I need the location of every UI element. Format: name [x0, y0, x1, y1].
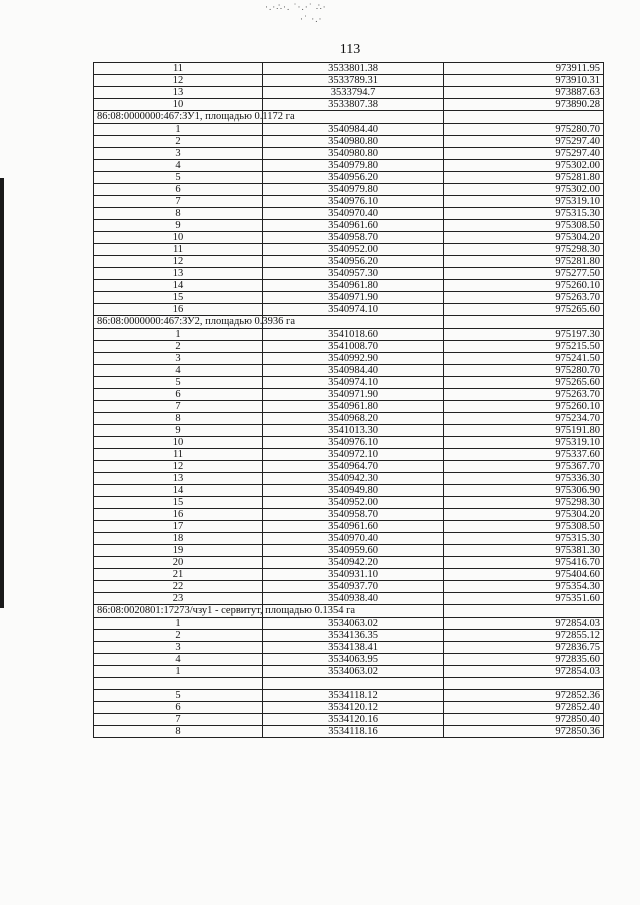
table-row [94, 196, 604, 208]
page-number: 113 [339, 42, 361, 57]
y-coordinate-cell: 975260.10 [444, 401, 604, 413]
point-number-cell: 12 [94, 461, 263, 473]
point-number-cell: 13 [94, 268, 263, 280]
table-row [94, 75, 604, 87]
point-number-cell: 6 [94, 184, 263, 196]
table-row [94, 389, 604, 401]
point-number-cell: 10 [94, 99, 263, 111]
table-row [94, 268, 604, 280]
point-number-cell: 3 [94, 642, 263, 654]
y-coordinate-cell: 975308.50 [444, 220, 604, 232]
point-number-cell: 15 [94, 497, 263, 509]
x-coordinate-cell: 3540958.70 [263, 509, 444, 521]
table-row [94, 593, 604, 605]
point-number-cell: 11 [94, 63, 263, 75]
y-coordinate-cell: 975265.60 [444, 377, 604, 389]
y-coordinate-cell: 975416.70 [444, 557, 604, 569]
table-row [94, 292, 604, 304]
parcel-header-row [94, 316, 604, 329]
y-coordinate-cell: 975315.30 [444, 208, 604, 220]
y-coordinate-cell: 972850.36 [444, 726, 604, 738]
y-coordinate-cell: 975280.70 [444, 365, 604, 377]
x-coordinate-cell: 3541018.60 [263, 329, 444, 341]
y-coordinate-cell: 975263.70 [444, 292, 604, 304]
x-coordinate-cell: 3534136.35 [263, 630, 444, 642]
x-coordinate-cell: 3540980.80 [263, 148, 444, 160]
table-row [94, 87, 604, 99]
scan-noise: ·˙ ·.· [300, 14, 323, 24]
y-coordinate-cell: 972835.60 [444, 654, 604, 666]
x-coordinate-cell: 3541008.70 [263, 341, 444, 353]
empty-cell [444, 678, 604, 690]
y-coordinate-cell: 975315.30 [444, 533, 604, 545]
y-coordinate-cell: 975304.20 [444, 232, 604, 244]
point-number-cell: 16 [94, 304, 263, 316]
y-coordinate-cell: 973910.31 [444, 75, 604, 87]
x-coordinate-cell: 3541013.30 [263, 425, 444, 437]
table-row [94, 280, 604, 292]
x-coordinate-cell: 3540952.00 [263, 244, 444, 256]
x-coordinate-cell: 3534120.16 [263, 714, 444, 726]
x-coordinate-cell: 3540972.10 [263, 449, 444, 461]
point-number-cell: 4 [94, 654, 263, 666]
point-number-cell: 5 [94, 377, 263, 389]
y-coordinate-cell: 975354.30 [444, 581, 604, 593]
point-number-cell: 11 [94, 244, 263, 256]
table-row [94, 449, 604, 461]
parcel-header-cell: 86:08:0020801:17273/чзу1 - сервитут, площадью 0.1354 га [94, 605, 263, 618]
y-coordinate-cell: 975260.10 [444, 280, 604, 292]
point-number-cell: 2 [94, 341, 263, 353]
x-coordinate-cell: 3540979.80 [263, 184, 444, 196]
table-row [94, 618, 604, 630]
table-row [94, 329, 604, 341]
point-number-cell: 3 [94, 353, 263, 365]
x-coordinate-cell: 3534118.12 [263, 690, 444, 702]
y-coordinate-cell: 975297.40 [444, 148, 604, 160]
table-row [94, 642, 604, 654]
point-number-cell: 2 [94, 630, 263, 642]
x-coordinate-cell: 3533801.38 [263, 63, 444, 75]
scan-noise: ·.·∴·. ˙·.·˙ ∴· [265, 2, 327, 12]
point-number-cell: 16 [94, 509, 263, 521]
empty-cell [444, 605, 604, 618]
y-coordinate-cell: 975234.70 [444, 413, 604, 425]
y-coordinate-cell: 975298.30 [444, 497, 604, 509]
point-number-cell: 3 [94, 148, 263, 160]
table-row [94, 365, 604, 377]
parcel-header-row [94, 605, 604, 618]
x-coordinate-cell: 3534063.95 [263, 654, 444, 666]
table-row [94, 726, 604, 738]
x-coordinate-cell: 3534118.16 [263, 726, 444, 738]
table-row [94, 545, 604, 557]
x-coordinate-cell: 3533807.38 [263, 99, 444, 111]
point-number-cell: 1 [94, 666, 263, 678]
x-coordinate-cell: 3534063.02 [263, 618, 444, 630]
x-coordinate-cell: 3540961.60 [263, 220, 444, 232]
point-number-cell: 22 [94, 581, 263, 593]
table-row [94, 124, 604, 136]
x-coordinate-cell: 3540938.40 [263, 593, 444, 605]
x-coordinate-cell: 3533789.31 [263, 75, 444, 87]
point-number-cell: 8 [94, 208, 263, 220]
point-number-cell: 11 [94, 449, 263, 461]
x-coordinate-cell: 3540931.10 [263, 569, 444, 581]
y-coordinate-cell: 975241.50 [444, 353, 604, 365]
x-coordinate-cell: 3534120.12 [263, 702, 444, 714]
point-number-cell: 8 [94, 413, 263, 425]
x-coordinate-cell: 3540968.20 [263, 413, 444, 425]
x-coordinate-cell: 3540961.80 [263, 280, 444, 292]
point-number-cell: 10 [94, 437, 263, 449]
table-row [94, 232, 604, 244]
y-coordinate-cell: 972850.40 [444, 714, 604, 726]
y-coordinate-cell: 972852.36 [444, 690, 604, 702]
x-coordinate-cell: 3540974.10 [263, 304, 444, 316]
x-coordinate-cell: 3540970.40 [263, 533, 444, 545]
point-number-cell: 13 [94, 87, 263, 99]
point-number-cell: 4 [94, 160, 263, 172]
y-coordinate-cell: 975351.60 [444, 593, 604, 605]
table-row [94, 557, 604, 569]
table-row [94, 461, 604, 473]
x-coordinate-cell: 3540984.40 [263, 124, 444, 136]
point-number-cell: 7 [94, 714, 263, 726]
y-coordinate-cell: 975281.80 [444, 172, 604, 184]
table-row [94, 99, 604, 111]
point-number-cell: 23 [94, 593, 263, 605]
empty-cell [94, 678, 263, 690]
table-row [94, 63, 604, 75]
x-coordinate-cell: 3540952.00 [263, 497, 444, 509]
table-row [94, 437, 604, 449]
point-number-cell: 6 [94, 702, 263, 714]
x-coordinate-cell: 3540959.60 [263, 545, 444, 557]
y-coordinate-cell: 975297.40 [444, 136, 604, 148]
x-coordinate-cell: 3540937.70 [263, 581, 444, 593]
y-coordinate-cell: 975319.10 [444, 196, 604, 208]
scan-edge-artifact [0, 178, 4, 608]
point-number-cell: 13 [94, 473, 263, 485]
x-coordinate-cell: 3533794.7 [263, 87, 444, 99]
point-number-cell: 6 [94, 389, 263, 401]
point-number-cell: 17 [94, 521, 263, 533]
empty-cell [444, 316, 604, 329]
point-number-cell: 20 [94, 557, 263, 569]
parcel-header-row [94, 111, 604, 124]
point-number-cell: 7 [94, 401, 263, 413]
y-coordinate-cell: 975306.90 [444, 485, 604, 497]
point-number-cell: 1 [94, 618, 263, 630]
y-coordinate-cell: 975319.10 [444, 437, 604, 449]
y-coordinate-cell: 973887.63 [444, 87, 604, 99]
table-row [94, 569, 604, 581]
table-row [94, 485, 604, 497]
point-number-cell: 18 [94, 533, 263, 545]
x-coordinate-cell: 3540949.80 [263, 485, 444, 497]
table-row [94, 654, 604, 666]
y-coordinate-cell: 975304.20 [444, 509, 604, 521]
table-row [94, 220, 604, 232]
table-row [94, 521, 604, 533]
point-number-cell: 14 [94, 485, 263, 497]
x-coordinate-cell: 3540942.20 [263, 557, 444, 569]
table-row [94, 714, 604, 726]
point-number-cell: 1 [94, 329, 263, 341]
table-row [94, 172, 604, 184]
table-row [94, 256, 604, 268]
y-coordinate-cell: 972852.40 [444, 702, 604, 714]
x-coordinate-cell: 3540971.90 [263, 292, 444, 304]
y-coordinate-cell: 975337.60 [444, 449, 604, 461]
y-coordinate-cell: 975336.30 [444, 473, 604, 485]
y-coordinate-cell: 975281.80 [444, 256, 604, 268]
x-coordinate-cell: 3540942.30 [263, 473, 444, 485]
table-row [94, 702, 604, 714]
parcel-header-cell: 86:08:0000000:467:ЗУ1, площадью 0.1172 га [94, 111, 263, 124]
table-row [94, 304, 604, 316]
x-coordinate-cell: 3540970.40 [263, 208, 444, 220]
point-number-cell: 14 [94, 280, 263, 292]
table-row [94, 353, 604, 365]
x-coordinate-cell: 3540958.70 [263, 232, 444, 244]
y-coordinate-cell: 972854.03 [444, 618, 604, 630]
point-number-cell: 1 [94, 124, 263, 136]
x-coordinate-cell: 3540957.30 [263, 268, 444, 280]
y-coordinate-cell: 975280.70 [444, 124, 604, 136]
point-number-cell: 2 [94, 136, 263, 148]
point-number-cell: 10 [94, 232, 263, 244]
table-row [94, 377, 604, 389]
parcel-header-cell: 86:08:0000000:467:ЗУ2, площадью 0.3936 га [94, 316, 263, 329]
x-coordinate-cell: 3540979.80 [263, 160, 444, 172]
x-coordinate-cell: 3534063.02 [263, 666, 444, 678]
point-number-cell: 19 [94, 545, 263, 557]
x-coordinate-cell: 3540961.60 [263, 521, 444, 533]
y-coordinate-cell: 975263.70 [444, 389, 604, 401]
x-coordinate-cell: 3540974.10 [263, 377, 444, 389]
table-row [94, 208, 604, 220]
y-coordinate-cell: 975277.50 [444, 268, 604, 280]
y-coordinate-cell: 973911.95 [444, 63, 604, 75]
point-number-cell: 21 [94, 569, 263, 581]
table-row [94, 184, 604, 196]
table-row [94, 136, 604, 148]
y-coordinate-cell: 975298.30 [444, 244, 604, 256]
x-coordinate-cell: 3540976.10 [263, 196, 444, 208]
y-coordinate-cell: 975215.50 [444, 341, 604, 353]
table-row [94, 160, 604, 172]
table-row [94, 244, 604, 256]
x-coordinate-cell: 3540956.20 [263, 256, 444, 268]
x-coordinate-cell: 3534138.41 [263, 642, 444, 654]
y-coordinate-cell: 975197.30 [444, 329, 604, 341]
table-row [94, 666, 604, 678]
coordinates-table [93, 62, 604, 738]
coordinates-table-body [94, 63, 604, 738]
x-coordinate-cell: 3540964.70 [263, 461, 444, 473]
point-number-cell: 9 [94, 425, 263, 437]
table-row [94, 690, 604, 702]
x-coordinate-cell: 3540984.40 [263, 365, 444, 377]
x-coordinate-cell: 3540971.90 [263, 389, 444, 401]
point-number-cell: 7 [94, 196, 263, 208]
x-coordinate-cell: 3540980.80 [263, 136, 444, 148]
x-coordinate-cell: 3540976.10 [263, 437, 444, 449]
y-coordinate-cell: 975302.00 [444, 184, 604, 196]
y-coordinate-cell: 975265.60 [444, 304, 604, 316]
y-coordinate-cell: 975367.70 [444, 461, 604, 473]
point-number-cell: 8 [94, 726, 263, 738]
point-number-cell: 15 [94, 292, 263, 304]
y-coordinate-cell: 972854.03 [444, 666, 604, 678]
table-row [94, 341, 604, 353]
table-row [94, 509, 604, 521]
table-row [94, 425, 604, 437]
empty-cell [444, 111, 604, 124]
y-coordinate-cell: 972836.75 [444, 642, 604, 654]
point-number-cell: 12 [94, 75, 263, 87]
y-coordinate-cell: 975381.30 [444, 545, 604, 557]
table-row [94, 401, 604, 413]
table-row [94, 473, 604, 485]
blank-row [94, 678, 604, 690]
y-coordinate-cell: 975404.60 [444, 569, 604, 581]
table-row [94, 533, 604, 545]
x-coordinate-cell: 3540961.80 [263, 401, 444, 413]
point-number-cell: 5 [94, 172, 263, 184]
y-coordinate-cell: 975308.50 [444, 521, 604, 533]
table-row [94, 581, 604, 593]
point-number-cell: 9 [94, 220, 263, 232]
point-number-cell: 12 [94, 256, 263, 268]
y-coordinate-cell: 973890.28 [444, 99, 604, 111]
y-coordinate-cell: 975302.00 [444, 160, 604, 172]
empty-cell [263, 678, 444, 690]
y-coordinate-cell: 975191.80 [444, 425, 604, 437]
table-row [94, 630, 604, 642]
y-coordinate-cell: 972855.12 [444, 630, 604, 642]
table-row [94, 497, 604, 509]
table-row [94, 413, 604, 425]
x-coordinate-cell: 3540992.90 [263, 353, 444, 365]
table-row [94, 148, 604, 160]
x-coordinate-cell: 3540956.20 [263, 172, 444, 184]
point-number-cell: 5 [94, 690, 263, 702]
point-number-cell: 4 [94, 365, 263, 377]
